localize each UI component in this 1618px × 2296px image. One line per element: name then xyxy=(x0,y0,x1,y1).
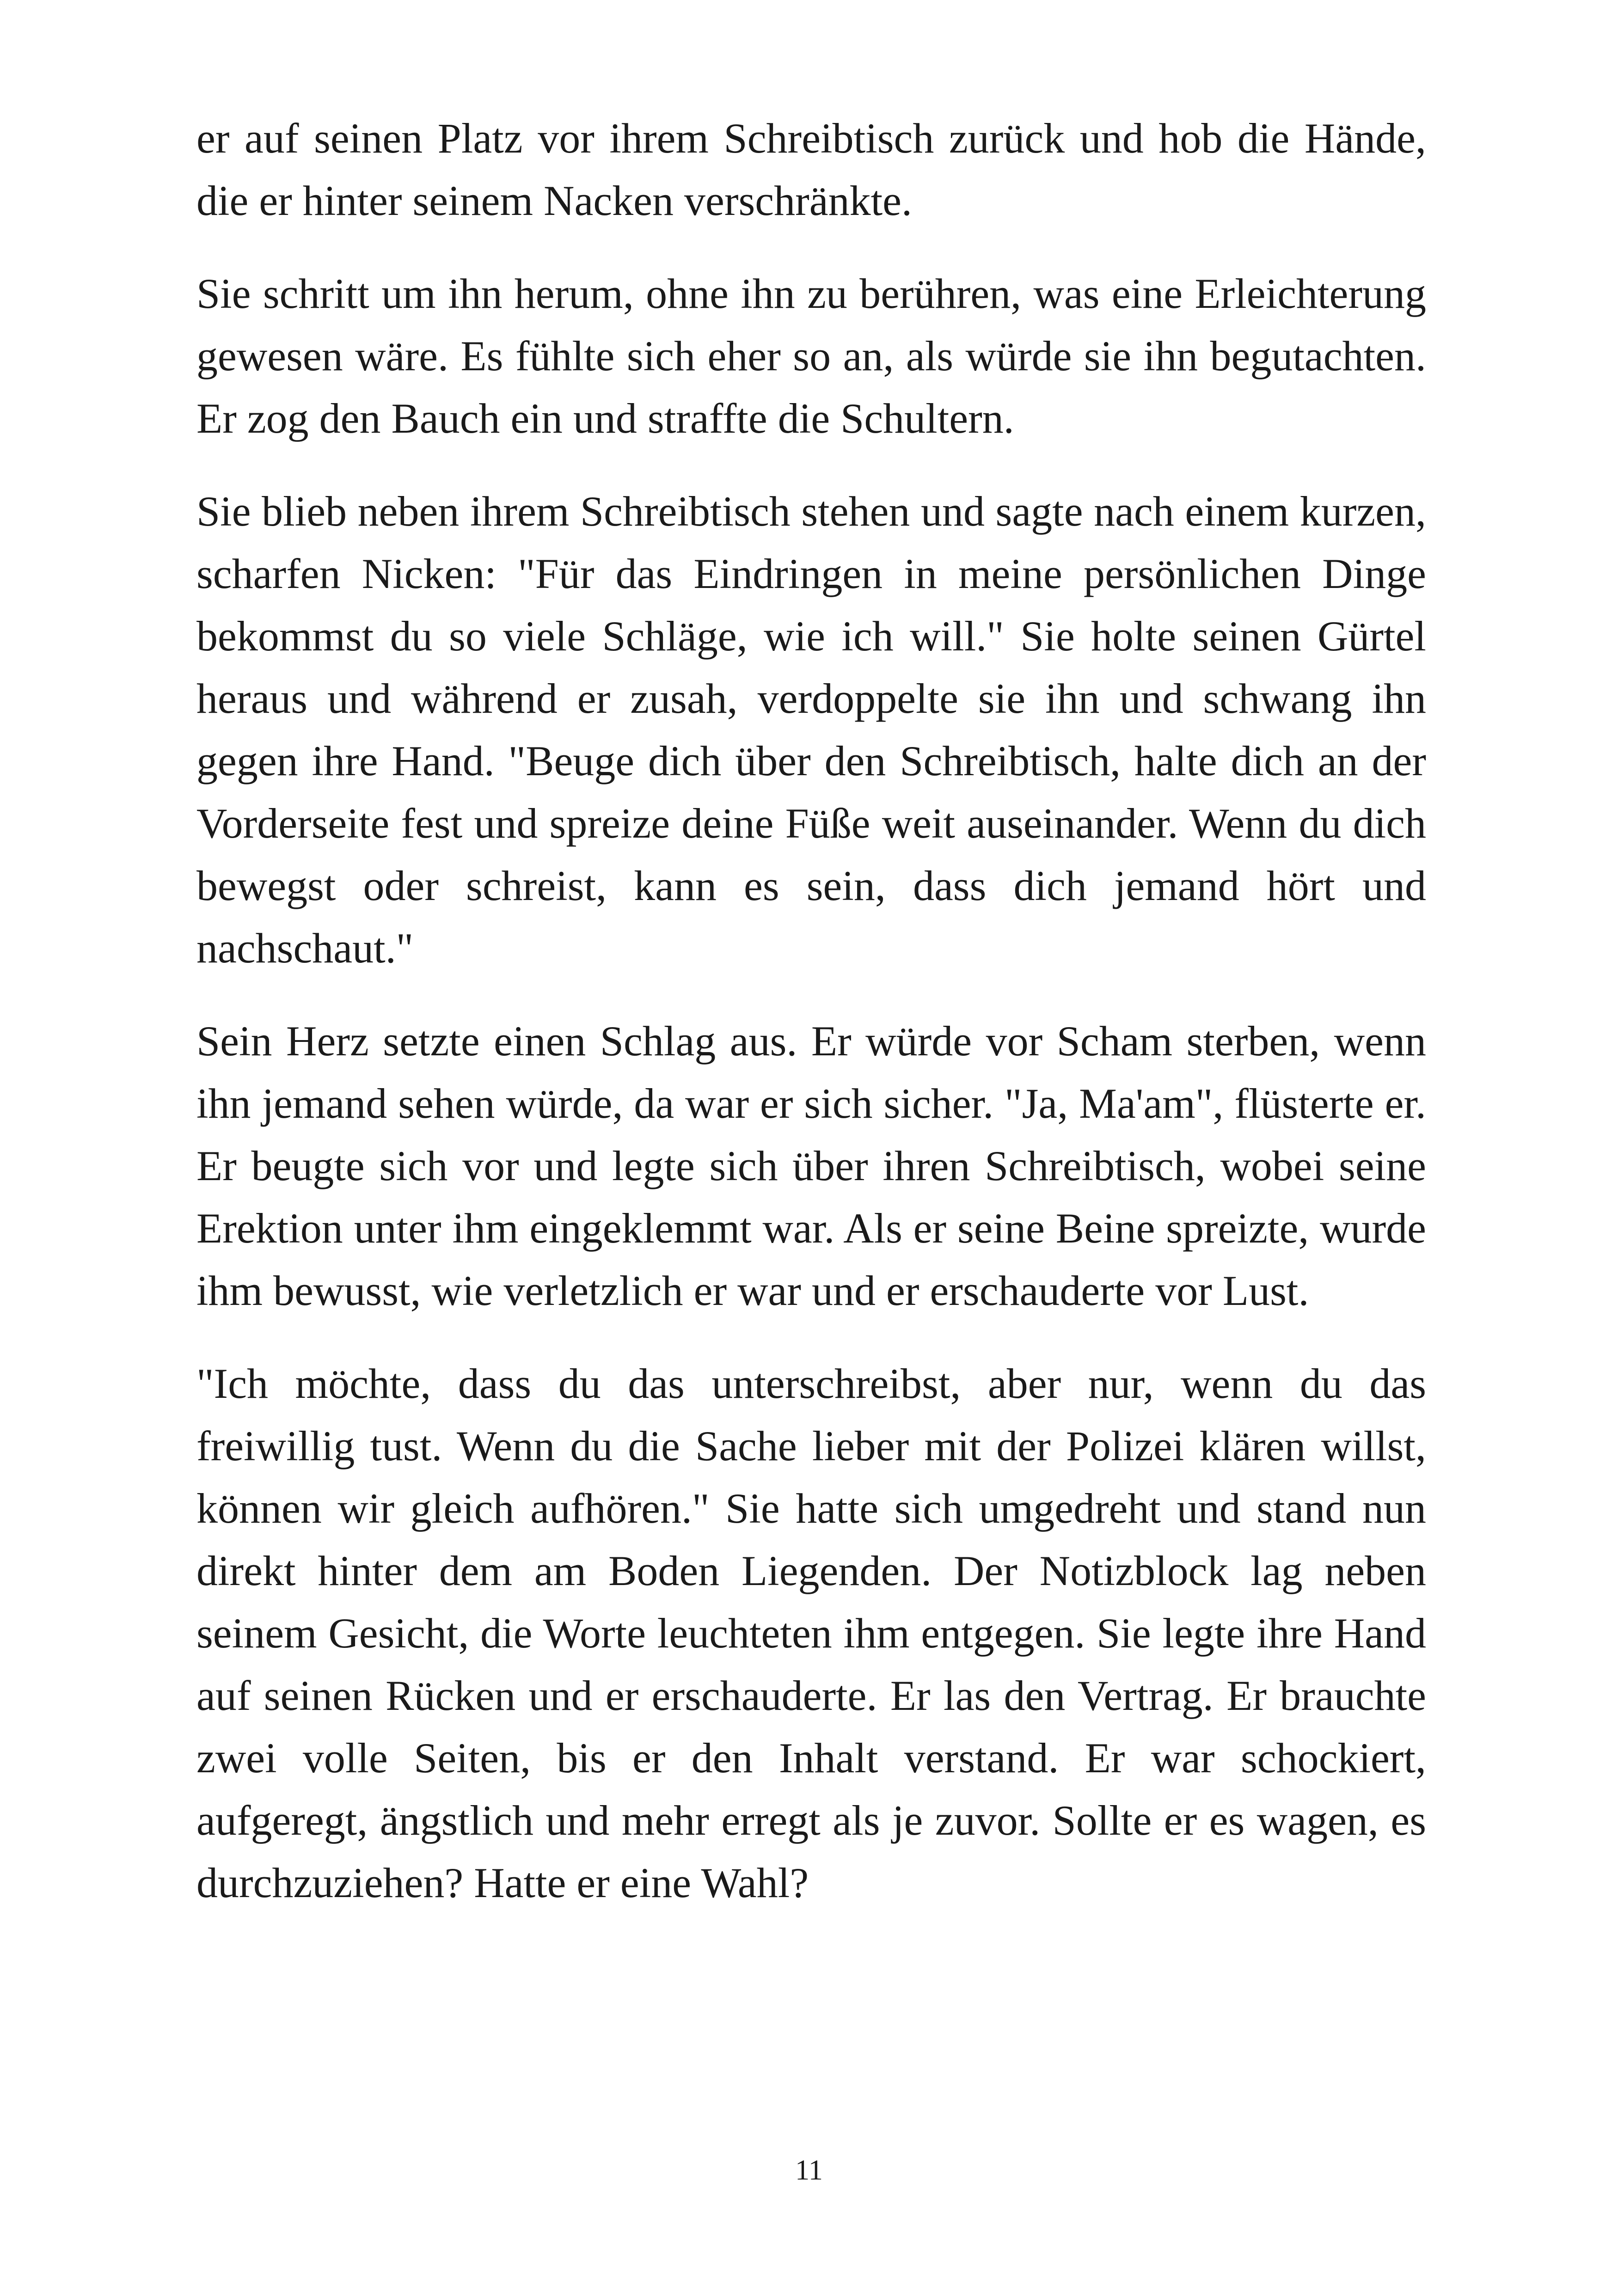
paragraph-2: Sie schritt um ihn herum, ohne ihn zu berühren, was eine Erleichterung gewesen wäre. Es fühlte sich eher so an, als würde sie ihn begutachten. Er zog den Bauch ein und straffte die Schultern. xyxy=(196,270,1426,442)
paragraph-4: Sein Herz setzte einen Schlag aus. Er würde vor Scham sterben, wenn ihn jemand sehen würde, da war er sich sicher. "Ja, Ma'am", flüsterte er. Er beugte sich vor und legte sich über ihren Schreibtisch, wobei seine Erektion unter ihm eingeklemmt war. Als er seine Beine spreizte, wurde ihm bewusst, wie verletzlich er war und er erschauderte vor Lust. xyxy=(196,1017,1426,1314)
body-text xyxy=(196,107,1426,1914)
paragraph-5: "Ich möchte, dass du das unterschreibst, aber nur, wenn du das freiwillig tust. Wenn du die Sache lieber mit der Polizei klären willst, können wir gleich aufhören." Sie hatte sich umgedreht und stand nun direkt hinter dem am Boden Liegenden. Der Notizblock lag neben seinem Gesicht, die Worte leuchteten ihm entgegen. Sie legte ihre Hand auf seinen Rücken und er erschauderte. Er las den Vertrag. Er brauchte zwei volle Seiten, bis er den Inhalt verstand. Er war schockiert, aufgeregt, ängstlich und mehr erregt als je zuvor. Sollte er es wagen, es durchzuziehen? Hatte er eine Wahl? xyxy=(196,1360,1426,1906)
paragraph-3: Sie blieb neben ihrem Schreibtisch stehen und sagte nach einem kurzen, scharfen Nicken: "Für das Eindringen in meine persönlichen Dinge bekommst du so viele Schläge, wie ich will." Sie holte seinen Gürtel heraus und während er zusah, verdoppelte sie ihn und schwang ihn gegen ihre Hand. "Beuge dich über den Schreibtisch, halte dich an der Vorderseite fest und spreize deine Füße weit auseinander. Wenn du dich bewegst oder schreist, kann es sein, dass dich jemand hört und nachschaut." xyxy=(196,488,1426,972)
paragraph-1: er auf seinen Platz vor ihrem Schreibtisch zurück und hob die Hände, die er hinter seinem Nacken verschränkte. xyxy=(196,115,1426,224)
page-number: 11 xyxy=(795,2155,823,2186)
